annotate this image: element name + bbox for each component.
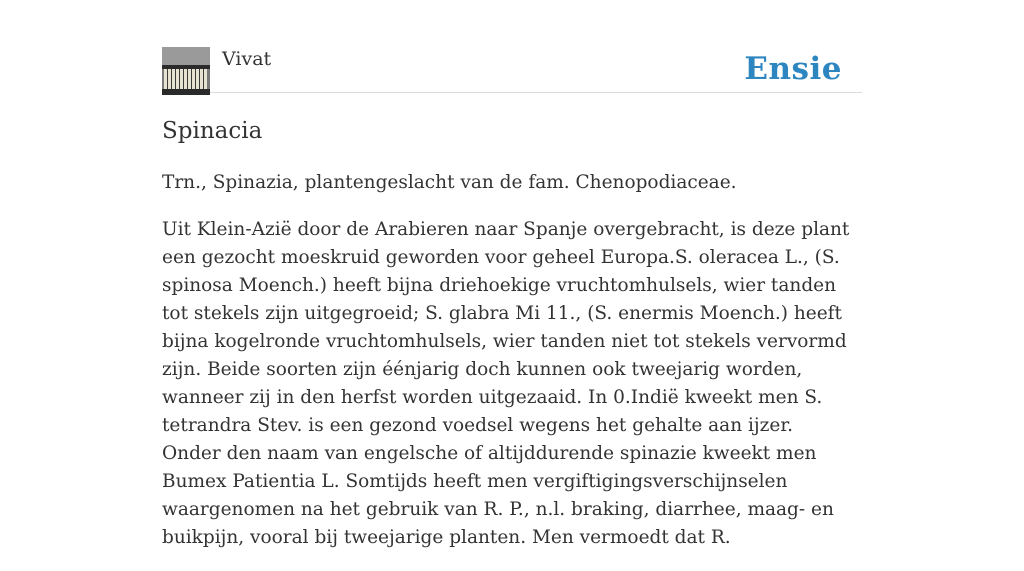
article-paragraph: Trn., Spinazia, plantengeslacht van de fam. Chenopodiaceae. xyxy=(162,172,737,193)
source-avatar[interactable] xyxy=(162,47,210,95)
book-spines-icon xyxy=(162,47,210,95)
brand-logo[interactable]: Ensie xyxy=(744,51,842,87)
header xyxy=(162,0,862,93)
source-name[interactable]: Vivat xyxy=(222,48,272,70)
article-paragraph: Uit Klein-Azië door de Arabieren naar Spanje overgebracht, is deze plant een gezocht moeskruid geworden voor geheel Europa.S. oleracea L., (S. spinosa Moench.) heeft bijna driehoekige vruchtomhulsels, wier tanden tot stekels zijn uitgegroeid; S. glabra Mi 11., (S. enermis Moench.) heeft bijna kogelronde vruchtomhulsels, wier tanden niet tot stekels vervormd zijn. Beide soorten zijn éénjarig doch kunnen ook tweejarig worden, wanneer zij in den herfst worden uitgezaaid. In 0.Indië kweekt men S. tetrandra Stev. is een gezond voedsel wegens het gehalte aan ijzer. Onder den naam van engelsche of altijddurende spinazie kweekt men Bumex Patientia L. Somtijds heeft men vergiftigingsverschijnselen waargenomen na het gebruik van R. P., n.l. braking, diarrhee, maag- en buikpijn, vooral bij tweejarige planten. Men vermoedt dat R. xyxy=(162,219,850,548)
page-title: Spinacia xyxy=(162,118,263,144)
article-content xyxy=(162,169,852,571)
